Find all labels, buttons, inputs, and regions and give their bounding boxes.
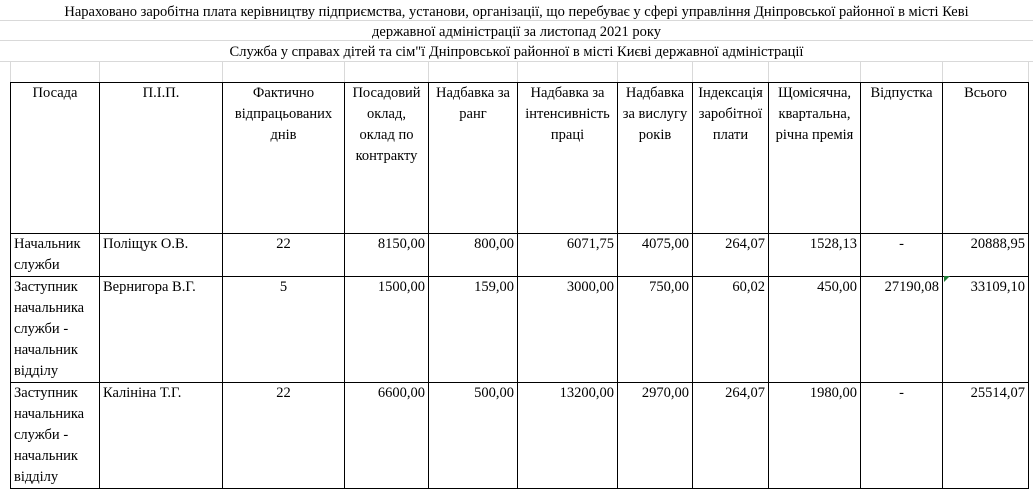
cell-indexation[interactable]: 60,02 [693,277,769,383]
cell-bonus[interactable]: 1528,13 [769,234,861,277]
cell-seniority[interactable]: 2970,00 [618,383,693,489]
cell-vacation[interactable]: - [861,383,943,489]
cell-position[interactable]: Заступник начальника служби - начальник відділу [11,383,100,489]
cell-position[interactable]: Заступник начальника служби - начальник відділу [11,277,100,383]
cell-bonus[interactable]: 450,00 [769,277,861,383]
header-name[interactable]: П.І.П. [100,83,223,234]
table-row [11,383,1029,489]
cell-intensity[interactable]: 3000,00 [518,277,618,383]
table-row [11,234,1029,277]
header-days[interactable]: Фактично відпрацьованих днів [223,83,345,234]
cell-salary[interactable]: 1500,00 [345,277,429,383]
table-header-row [11,83,1029,234]
header-intensity[interactable]: Надбавка за інтенсивність праці [518,83,618,234]
cell-rank[interactable]: 500,00 [429,383,518,489]
cell-name[interactable]: Вернигора В.Г. [100,277,223,383]
cell-rank[interactable]: 159,00 [429,277,518,383]
table-row [11,277,1029,383]
cell-total[interactable]: 25514,07 [943,383,1029,489]
cell-days[interactable]: 22 [223,234,345,277]
cell-seniority[interactable]: 750,00 [618,277,693,383]
salary-table [10,82,1029,489]
cell-vacation[interactable]: - [861,234,943,277]
cell-days[interactable]: 5 [223,277,345,383]
cell-salary[interactable]: 8150,00 [345,234,429,277]
header-vacation[interactable]: Відпустка [861,83,943,234]
cell-intensity[interactable]: 6071,75 [518,234,618,277]
report-title-line-2: державної адміністрації за листопад 2021 року [372,24,661,40]
cell-position[interactable]: Начальник служби [11,234,100,277]
header-total[interactable]: Всього [943,83,1029,234]
cell-total[interactable]: 33109,10 [943,277,1029,383]
report-subtitle: Служба у справах дітей та сім"ї Дніпровської районної в місті Києві державної адміністрації [229,44,804,60]
cell-name[interactable]: Калініна Т.Г. [100,383,223,489]
header-rank[interactable]: Надбавка за ранг [429,83,518,234]
report-title-line-1: Нараховано заробітна плата керівництву підприємства, установи, організації, що перебуває у сфері управління Дніпровської районної в місті Кеві [64,4,969,20]
cell-total[interactable]: 20888,95 [943,234,1029,277]
header-salary[interactable]: Посадовий оклад, оклад по контракту [345,83,429,234]
cell-seniority[interactable]: 4075,00 [618,234,693,277]
cell-error-indicator [944,276,950,282]
header-bonus[interactable]: Щомісячна, квартальна, річна премія [769,83,861,234]
cell-salary[interactable]: 6600,00 [345,383,429,489]
header-seniority[interactable]: Надбавка за вислугу років [618,83,693,234]
cell-indexation[interactable]: 264,07 [693,383,769,489]
cell-bonus[interactable]: 1980,00 [769,383,861,489]
cell-intensity[interactable]: 13200,00 [518,383,618,489]
cell-days[interactable]: 22 [223,383,345,489]
header-indexation[interactable]: Індексація заробітної плати [693,83,769,234]
header-position[interactable]: Посада [11,83,100,234]
cell-indexation[interactable]: 264,07 [693,234,769,277]
cell-name[interactable]: Поліщук О.В. [100,234,223,277]
cell-rank[interactable]: 800,00 [429,234,518,277]
cell-vacation[interactable]: 27190,08 [861,277,943,383]
